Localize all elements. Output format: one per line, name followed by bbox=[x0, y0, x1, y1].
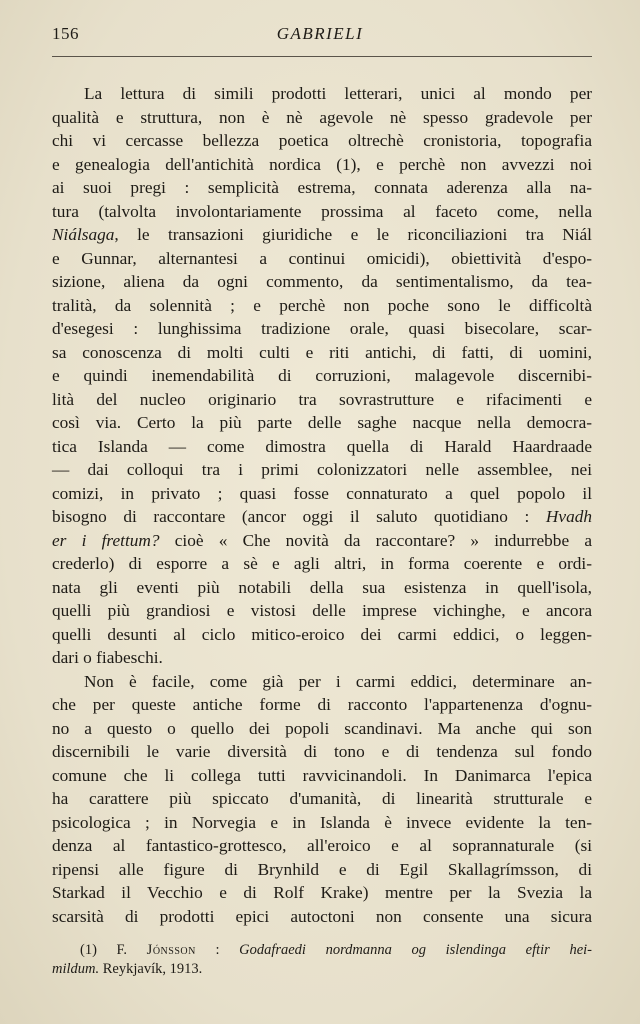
text-line: sa conoscenza di molti culti e riti antichi, di fatti, di uomini, bbox=[52, 342, 592, 362]
text-line: che per queste antiche forme di racconto l'appartenenza d'ognu- bbox=[52, 695, 592, 714]
header-rule bbox=[52, 56, 592, 57]
footnote-author: Jónsson bbox=[146, 942, 196, 958]
text-line: lità del nucleo originario tra sovrastrutture e rifacimenti e bbox=[52, 389, 592, 409]
text-line: ripensi alle figure di Brynhild e di Egil Skallagrímsson, di bbox=[52, 859, 592, 879]
text-line: Non è facile, come già per i carmi eddici, determinare an- bbox=[84, 671, 592, 691]
text-line: nata gli eventi più notabili della sua esistenza in quell'isola, bbox=[52, 577, 592, 597]
footnote-line: (1) F. Jónsson : Godafraedi nordmanna og islendinga eftir hei- bbox=[80, 942, 592, 958]
italic-title: Niálsaga bbox=[52, 225, 115, 244]
text-line: sizione, aliena da ogni commento, da sentimentalismo, da tea- bbox=[52, 272, 592, 291]
text-line: e Gunnar, alternantesi a continui omicidi), obiettività d'espo- bbox=[52, 248, 592, 268]
text-line: ai suoi pregi : semplicità estrema, connata aderenza alla na- bbox=[52, 178, 592, 197]
text-line: crederlo) di esporre a sè e agli altri, in forma coerente e ordi- bbox=[52, 554, 592, 573]
text-line: ha carattere più spiccato d'umanità, di linearità strutturale e bbox=[52, 789, 592, 808]
page-header bbox=[52, 24, 588, 48]
footnote bbox=[52, 941, 592, 979]
text-line: qualità e struttura, non è nè agevole nè spesso gradevole per bbox=[52, 107, 592, 127]
running-title: GABRIELI bbox=[276, 24, 364, 43]
text-line: Niálsaga, le transazioni giuridiche e le riconciliazioni tra Niál bbox=[52, 225, 592, 244]
text-line: quelli più grandiosi e vistosi delle imprese vichinghe, e ancora bbox=[52, 601, 592, 620]
text-line: comune che li collega tutti ravvicinandoli. In Danimarca l'epica bbox=[52, 765, 592, 785]
text-line: dari o fiabeschi. bbox=[52, 648, 163, 667]
text-line: tralità, da solennità ; e perchè non poche sono le difficoltà bbox=[52, 295, 592, 315]
text-line: così via. Certo la più parte delle saghe nacque nella democra- bbox=[52, 413, 592, 432]
text-line: Starkad il Vecchio e di Rolf Krake) mentre per la Svezia la bbox=[52, 883, 592, 902]
page-number: 156 bbox=[52, 24, 79, 43]
text-line: — dai colloqui tra i primi colonizzatori nelle assemblee, nei bbox=[52, 460, 592, 479]
italic-phrase: er i frettum? bbox=[52, 530, 160, 550]
text-line: d'esegesi : lunghissima tradizione orale, quasi bisecolare, scar- bbox=[52, 319, 592, 338]
text-line: e genealogia dell'antichità nordica (1), e perchè non avvezzi noi bbox=[52, 154, 592, 174]
text-line: chi vi cercasse bellezza poetica oltrechè cronistoria, topografia bbox=[52, 131, 592, 150]
text-line: no a questo o quello dei popoli scandinavi. Ma anche qui son bbox=[52, 718, 592, 738]
text-line: tica Islanda — come dimostra quella di Harald Haardraade bbox=[52, 436, 592, 456]
text-line: comizi, in privato ; quasi fosse connaturato a quel popolo il bbox=[52, 483, 592, 503]
text-line: e quindi inemendabilità di corruzioni, malagevole discernibi- bbox=[52, 366, 592, 385]
footnote-title: mildum. bbox=[52, 961, 100, 977]
text-line: scarsità di prodotti epici autoctoni non consente una sicura bbox=[52, 906, 592, 926]
text-line: bisogno di raccontare (ancor oggi il saluto quotidiano : Hvadh bbox=[52, 507, 592, 526]
text-line: discernibili le varie diversità di tono e di tendenza sul fondo bbox=[52, 742, 592, 761]
italic-phrase: Hvadh bbox=[545, 507, 592, 526]
text-line: tura (talvolta involontariamente prossima al faceto come, nella bbox=[52, 201, 592, 221]
text-line: quelli desunti al ciclo mitico-eroico dei carmi eddici, o leggen- bbox=[52, 624, 592, 644]
footnote-title: Godafraedi nordmanna og islendinga eftir hei- bbox=[239, 942, 592, 958]
text-line: denza al fantastico-grottesco, all'eroico e al soprannaturale (si bbox=[52, 836, 592, 855]
text-line: er i frettum? cioè « Che novità da raccontare? » indurrebbe a bbox=[52, 530, 592, 550]
footnote-line: mildum. Reykjavík, 1913. bbox=[52, 961, 203, 977]
text-line: La lettura di simili prodotti letterari, unici al mondo per bbox=[84, 84, 592, 103]
text-line: psicologica ; in Norvegia e in Islanda è invece evidente la ten- bbox=[52, 812, 592, 832]
body-text bbox=[52, 82, 592, 928]
